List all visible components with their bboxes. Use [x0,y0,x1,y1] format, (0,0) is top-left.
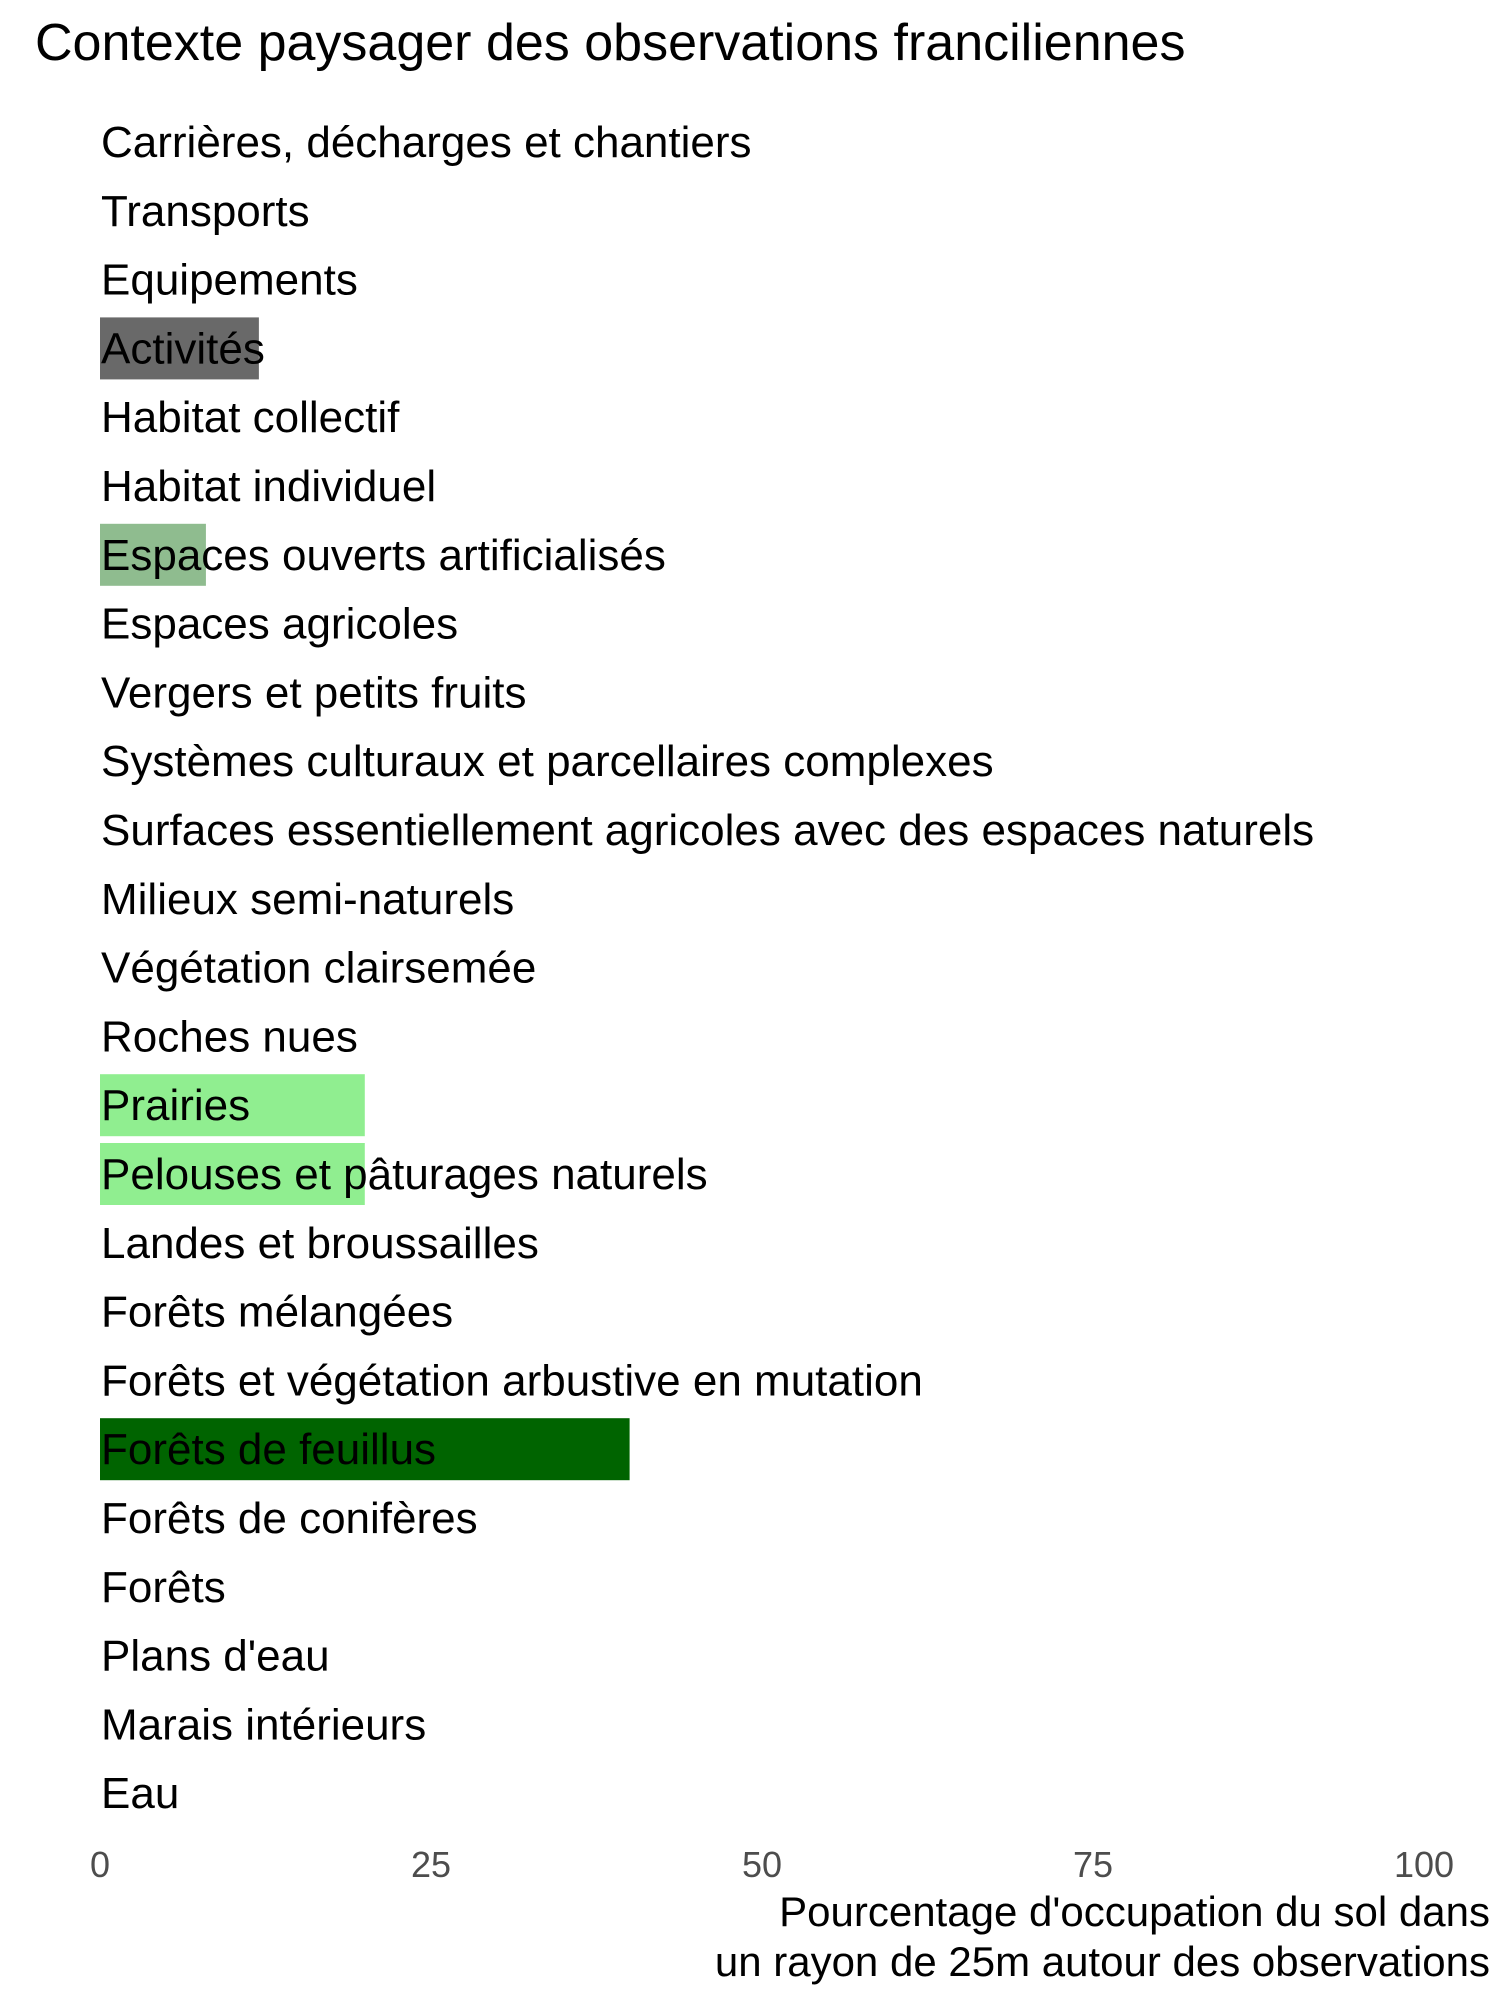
category-label-surfaces-essentiellement-agricoles-avec-des-espaces-naturels: Surfaces essentiellement agricoles avec des espaces naturels [101,806,1315,855]
category-label-pelouses-et-paturages-naturels: Pelouses et pâturages naturels [101,1150,708,1199]
category-label-marais-interieurs: Marais intérieurs [101,1700,427,1750]
x-axis-label-line-2: un rayon de 25m autour des observations [714,1938,1490,1985]
category-label-activites: Activités [101,324,265,374]
category-label-vegetation-clairsemee: Végétation clairsemée [101,943,537,993]
category-label-plans-d-eau: Plans d'eau [101,1631,330,1681]
x-tick-label-100: 100 [1393,1844,1455,1885]
category-label-forets: Forêts [101,1562,226,1612]
category-label-forets-et-vegetation-arbustive-en-mutation: Forêts et végétation arbustive en mutation [101,1356,923,1406]
category-label-habitat-individuel: Habitat individuel [101,462,437,511]
category-label-eau: Eau [101,1769,180,1819]
category-label-landes-et-broussailles: Landes et broussailles [101,1218,539,1268]
category-label-systemes-culturaux-et-parcellaires-complexes: Systèmes culturaux et parcellaires complexes [101,737,994,787]
category-label-forets-melangees: Forêts mélangées [101,1287,454,1337]
category-label-espaces-ouverts-artificialises: Espaces ouverts artificialisés [101,530,666,580]
category-label-vergers-et-petits-fruits: Vergers et petits fruits [101,668,527,718]
category-label-transports: Transports [101,186,310,236]
category-label-milieux-semi-naturels: Milieux semi-naturels [101,874,515,924]
category-label-forets-de-coniferes: Forêts de conifères [101,1494,478,1543]
x-axis-label-line-1: Pourcentage d'occupation du sol dans [779,1888,1490,1935]
category-label-prairies: Prairies [101,1081,251,1131]
category-label-habitat-collectif: Habitat collectif [101,393,400,443]
x-tick-label-25: 25 [410,1844,452,1885]
category-label-espaces-agricoles: Espaces agricoles [101,599,459,649]
x-axis-ticks [90,1844,1454,1885]
category-label-carrieres-decharges-et-chantiers: Carrières, décharges et chantiers [101,118,752,167]
category-labels [101,118,1314,1818]
chart-title: Contexte paysager des observations franciliennes [35,14,1186,72]
x-tick-label-50: 50 [741,1844,783,1885]
category-label-equipements: Equipements [101,255,358,305]
category-label-roches-nues: Roches nues [101,1012,358,1062]
x-tick-label-75: 75 [1072,1844,1114,1885]
category-label-forets-de-feuillus: Forêts de feuillus [101,1425,437,1475]
x-tick-label-0: 0 [89,1844,111,1885]
